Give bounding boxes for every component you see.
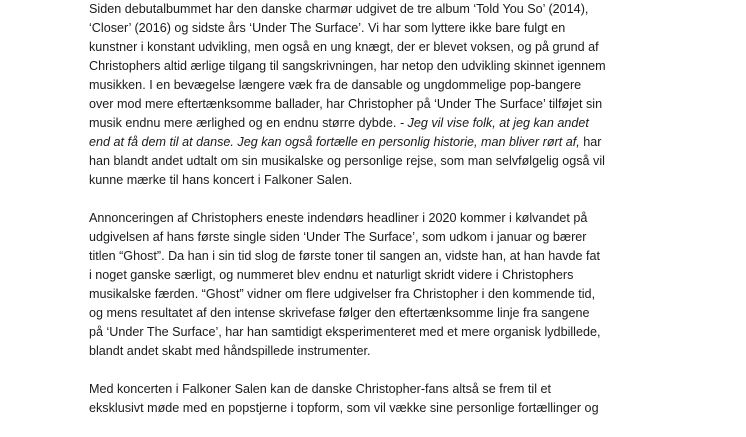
text-line bbox=[89, 95, 709, 114]
body-text: kunstner i konstant udvikling, men også en ung knægt, der er blevet voksen, og på grund af bbox=[89, 40, 599, 54]
paragraph-3 bbox=[89, 380, 709, 418]
body-text: kunne mærke til hans koncert i Falkoner Salen. bbox=[89, 173, 353, 187]
italic-quote-text: end at få dem til at danse. Jeg kan også fortælle en personlig historie, man bliver rørt af, bbox=[89, 135, 580, 149]
text-line bbox=[89, 57, 709, 76]
body-text: Annonceringen af Christophers eneste indendørs headliner i 2020 kommer i kølvandet på bbox=[89, 211, 588, 225]
body-text: eksklusivt møde med en popstjerne i topform, som vil vække sine personlige fortællinger og bbox=[89, 401, 599, 415]
text-line bbox=[89, 342, 709, 361]
body-text: musikken. I en bevægelse længere væk fra de dansable og ungdommelige pop-bangere bbox=[89, 78, 582, 92]
body-text: i noget ganske særligt, og nummeret blev endnu et naturligt skridt videre i Christophers bbox=[89, 268, 574, 282]
text-line bbox=[89, 209, 709, 228]
body-text: musik endnu mere ærlighed og en endnu større dybde. bbox=[89, 116, 400, 130]
text-line bbox=[89, 0, 709, 19]
text-line bbox=[89, 19, 709, 38]
body-text: blandt andet skabt med håndspillede instrumenter. bbox=[89, 344, 371, 358]
text-line bbox=[89, 266, 709, 285]
text-line bbox=[89, 133, 709, 152]
body-text: over mod mere eftertænksomme ballader, har Christopher på ‘Under The Surface’ tilføjet sin bbox=[89, 97, 603, 111]
text-line bbox=[89, 171, 709, 190]
text-line bbox=[89, 323, 709, 342]
body-text: Med koncerten i Falkoner Salen kan de danske Christopher-fans altså se frem til et bbox=[89, 382, 552, 396]
text-line bbox=[89, 399, 709, 418]
body-text: og mens resultatet af den intense skrivefase følger den eftertænksomme linje fra sangene bbox=[89, 306, 590, 320]
text-line bbox=[89, 304, 709, 323]
body-text: han blandt andet udtalt om sin musikalske og personlige rejse, som man selvfølgelig også vil bbox=[89, 154, 605, 168]
text-line bbox=[89, 76, 709, 95]
body-text: ‘Closer’ (2016) og sidste års ‘Under The Surface’. Vi har som lyttere ikke bare fulgt en bbox=[89, 21, 566, 35]
body-text: musikalske færden. “Ghost” vidner om flere udgivelser fra Christopher i den kommende tid, bbox=[89, 287, 596, 301]
text-line bbox=[89, 380, 709, 399]
italic-quote-text: - Jeg vil vise folk, at jeg kan andet bbox=[399, 116, 589, 130]
text-line bbox=[89, 285, 709, 304]
text-line bbox=[89, 152, 709, 171]
body-text: udgivelsen af hans første single siden ‘Under The Surface’, som udkom i januar og bærer bbox=[89, 230, 587, 244]
text-line bbox=[89, 247, 709, 266]
body-text: Siden debutalbummet har den danske charmør udgivet de tre album ‘Told You So’ (2014), bbox=[89, 2, 589, 16]
paragraph-1 bbox=[89, 0, 709, 190]
body-text: titlen “Ghost”. Da han i sin tid slog de første toner til sangen an, vidste han, at han havde fat bbox=[89, 249, 601, 263]
paragraph-2 bbox=[89, 209, 709, 361]
body-text: på ‘Under The Surface’, har han samtidigt eksperimenteret med et mere organisk lydbillede, bbox=[89, 325, 601, 339]
body-text: Christophers altid ærlige tilgang til sangskrivningen, har netop den udvikling skinnet igennem bbox=[89, 59, 606, 73]
text-line bbox=[89, 228, 709, 247]
text-line bbox=[89, 114, 709, 133]
text-line bbox=[89, 38, 709, 57]
body-text: har bbox=[579, 135, 602, 149]
document-body bbox=[89, 0, 709, 437]
